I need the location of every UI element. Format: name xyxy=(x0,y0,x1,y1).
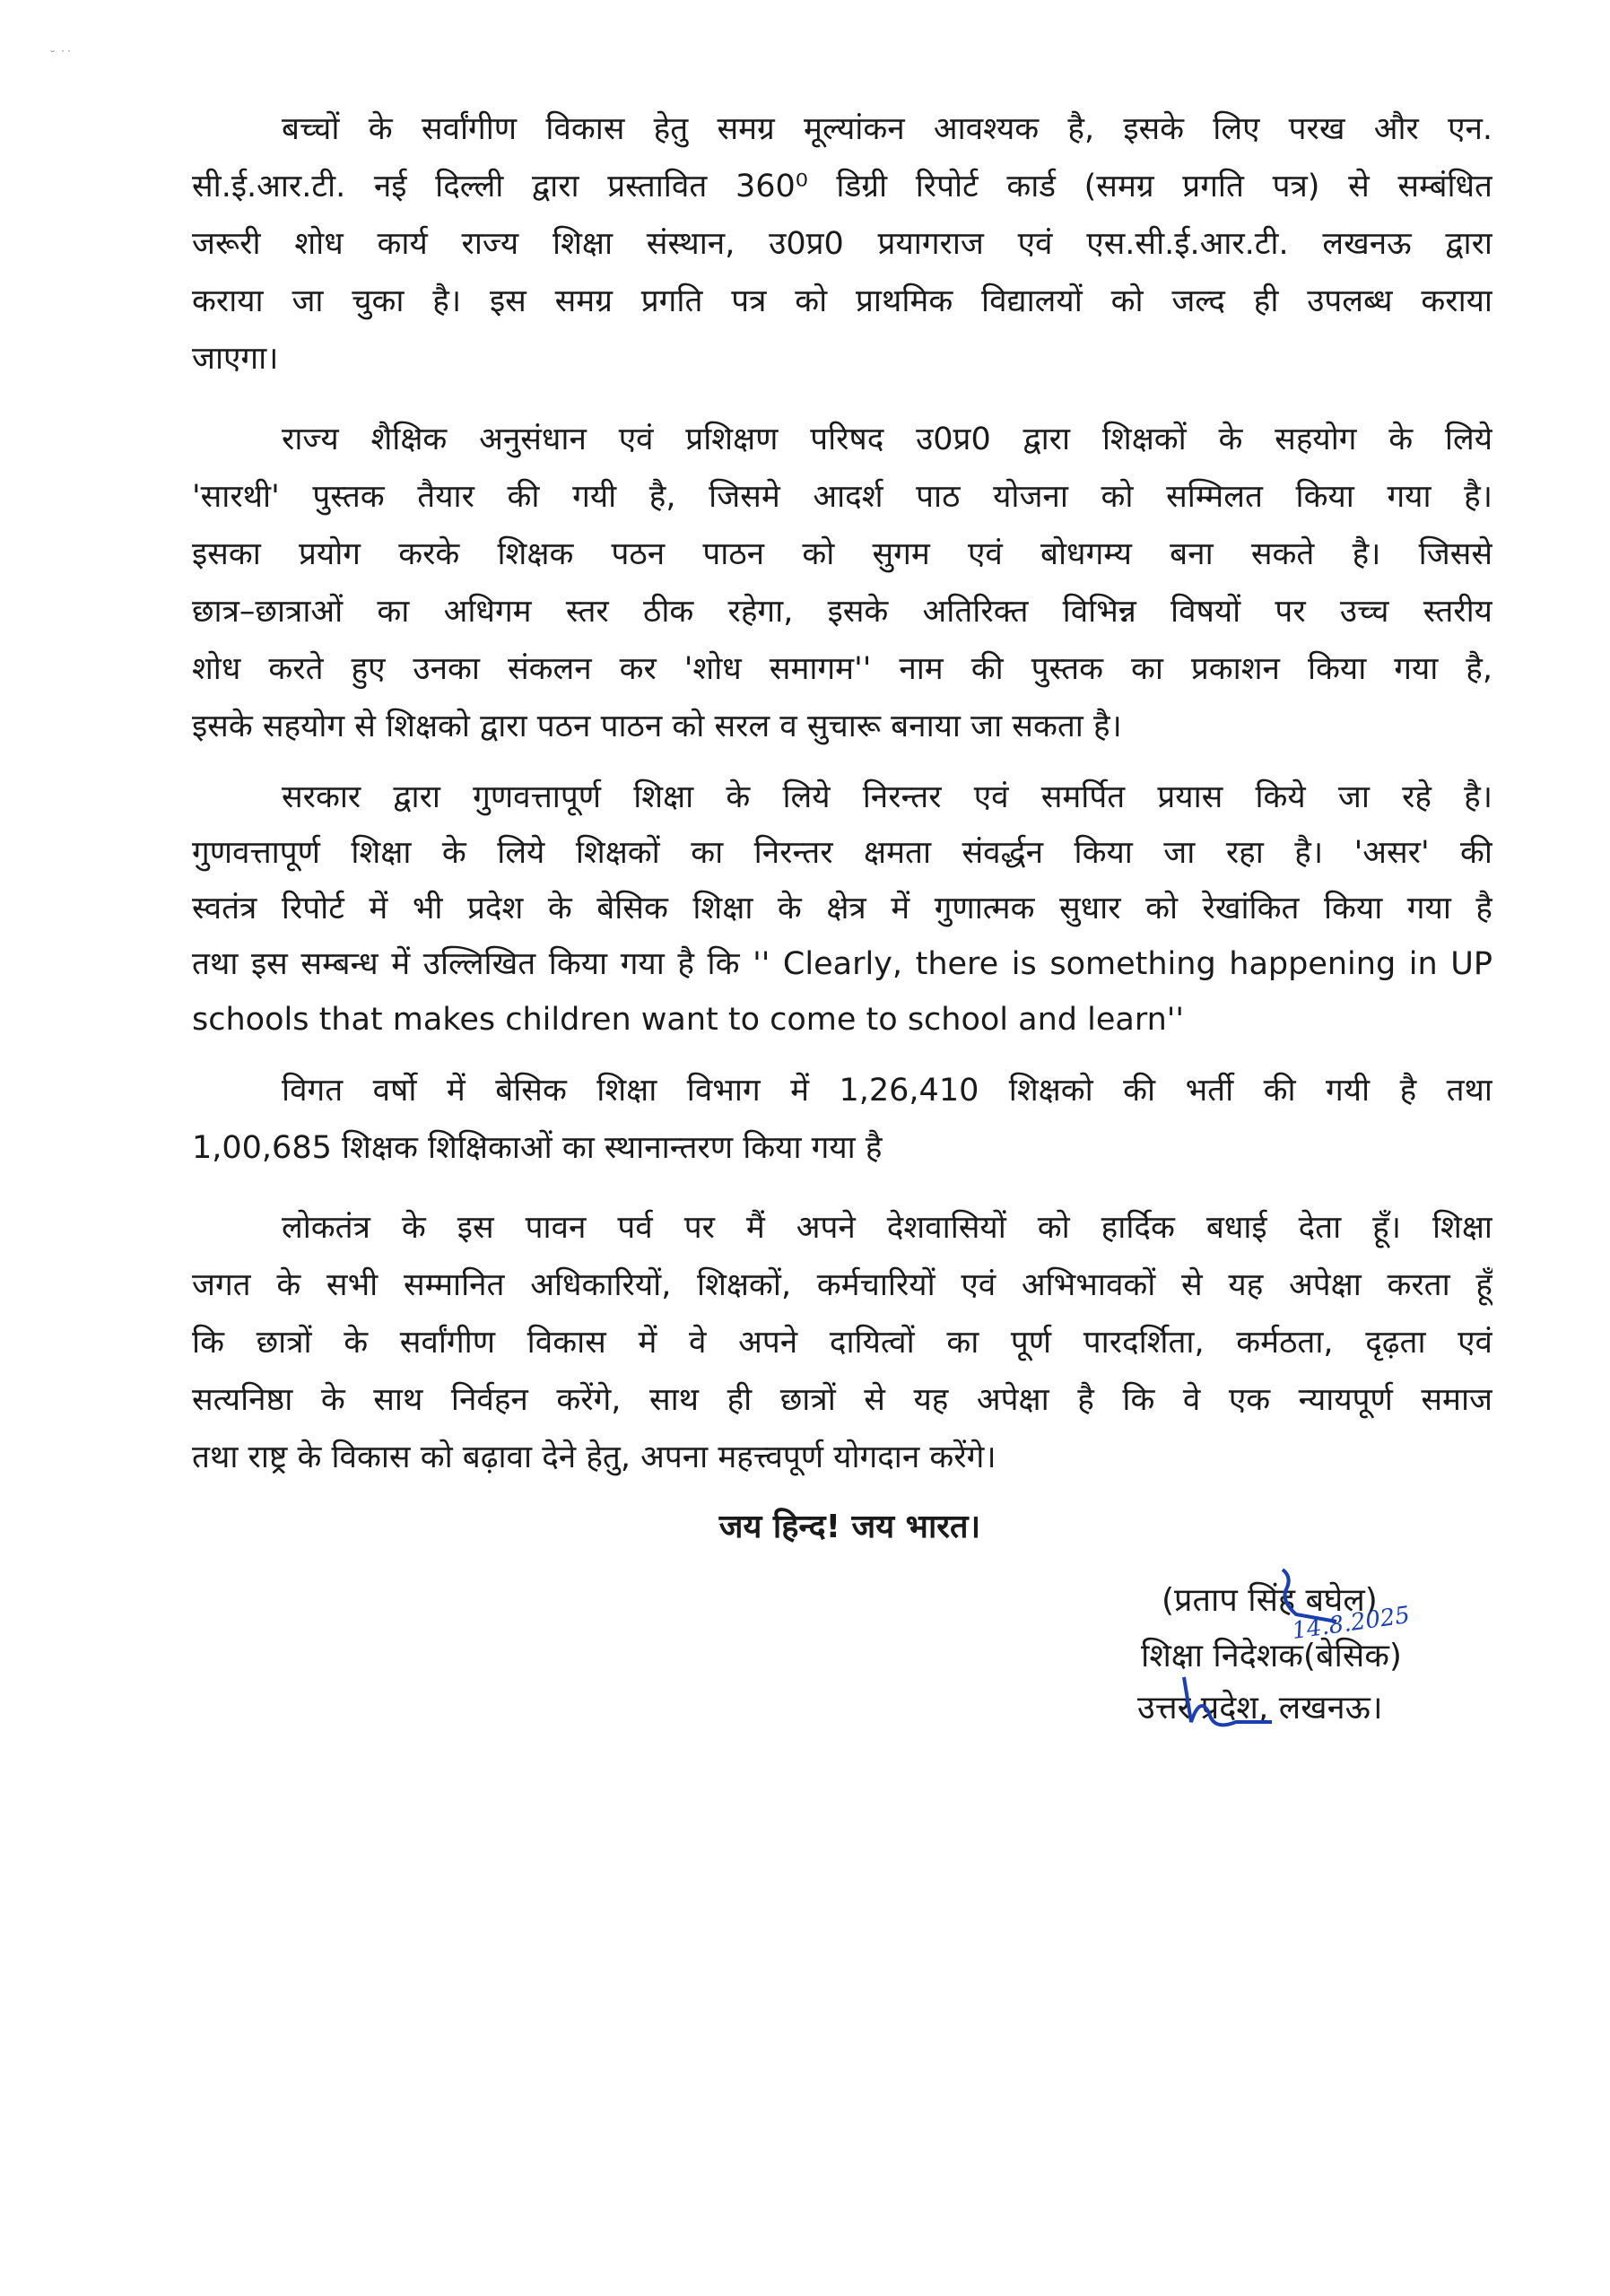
paragraph-line: छात्र–छात्राओं का अधिगम स्तर ठीक रहेगा, इसके अतिरिक्त विभिन्न विषयों पर उच्च स्तरीय xyxy=(192,594,1493,630)
paragraph-line: कि छात्रों के सर्वांगीण विकास में वे अपने दायित्वों का पूर्ण पारदर्शिता, कर्मठता, दृढ़ता एवं xyxy=(192,1325,1493,1361)
paragraph-line: तथा इस सम्बन्ध में उल्लिखित किया गया है कि '' Clearly, there is something happening in UP xyxy=(192,946,1493,982)
paragraph xyxy=(192,1062,1493,1177)
paragraph-line: जगत के सभी सम्मानित अधिकारियों, शिक्षकों, कर्मचारियों एवं अभिभावकों से यह अपेक्षा करता हूँ xyxy=(192,1267,1493,1303)
paragraph xyxy=(192,1199,1493,1486)
paragraph-line: इसके सहयोग से शिक्षको द्वारा पठन पाठन को सरल व सुचारू बनाया जा सकता है। xyxy=(192,709,1122,744)
paragraph-line: जाएगा। xyxy=(192,341,279,377)
paragraph-line: राज्य शैक्षिक अनुसंधान एवं प्रशिक्षण परिषद उ0प्र0 द्वारा शिक्षकों के सहयोग के लिये xyxy=(282,422,1493,457)
paragraph xyxy=(192,770,1493,1048)
paragraph-line: 'सारथी' पुस्तक तैयार की गयी है, जिसमे आदर्श पाठ योजना को सम्मिलत किया गया है। xyxy=(192,479,1493,515)
handwritten-date: 14.8.2025 xyxy=(1290,1601,1412,1646)
paragraph-line: सत्यनिष्ठा के साथ निर्वहन करेंगे, साथ ही छात्रों से यह अपेक्षा है कि वे एक न्यायपूर्ण समाज xyxy=(192,1382,1493,1418)
closing-salutation: जय हिन्द! जय भारत। xyxy=(718,1509,981,1545)
paragraph-line: विगत वर्षो में बेसिक शिक्षा विभाग में 1,26,410 शिक्षको की भर्ती की गयी है तथा xyxy=(282,1073,1493,1109)
signatory-designation: शिक्षा निदेशक(बेसिक) xyxy=(1141,1638,1402,1674)
paragraph-line: लोकतंत्र के इस पावन पर्व पर मैं अपने देशवासियों को हार्दिक बधाई देता हूँ। शिक्षा xyxy=(282,1210,1493,1246)
paragraph-line: जरूरी शोध कार्य राज्य शिक्षा संस्थान, उ0प्र0 प्रयागराज एवं एस.सी.ई.आर.टी. लखनऊ द्वारा xyxy=(192,226,1493,262)
signature-ink xyxy=(1130,1561,1507,1758)
paragraph-line: गुणवत्तापूर्ण शिक्षा के लिये शिक्षकों का निरन्तर क्षमता संवर्द्धन किया जा रहा है। 'असर' की xyxy=(192,835,1493,871)
paragraph-line: स्वतंत्र रिपोर्ट में भी प्रदेश के बेसिक शिक्षा के क्षेत्र में गुणात्मक सुधार को रेखांकित किया गया है xyxy=(192,891,1493,926)
paragraph xyxy=(192,100,1493,387)
signatory-name: (प्रताप सिंह बघेल) xyxy=(1162,1582,1378,1619)
signatory-location: उत्तर प्रदेश, लखनऊ। xyxy=(1137,1690,1383,1726)
paragraph-line: इसका प्रयोग करके शिक्षक पठन पाठन को सुगम एवं बोधगम्य बना सकते है। जिससे xyxy=(192,536,1493,572)
paragraph-line: कराया जा चुका है। इस समग्र प्रगति पत्र को प्राथमिक विद्यालयों को जल्द ही उपलब्ध कराया xyxy=(192,283,1493,319)
paragraph-line: 1,00,685 शिक्षक शिक्षिकाओं का स्थानान्तरण किया गया है xyxy=(192,1130,883,1166)
paragraph-line: सी.ई.आर.टी. नई दिल्ली द्वारा प्रस्तावित 360⁰ डिग्री रिपोर्ट कार्ड (समग्र प्रगति पत्र) से सम्बंधित xyxy=(192,169,1493,204)
paragraph xyxy=(192,411,1493,755)
paragraph-line: सरकार द्वारा गुणवत्तापूर्ण शिक्षा के लिये निरन्तर एवं समर्पित प्रयास किये जा रहे है। xyxy=(282,779,1493,815)
scan-speck: ˘ ˙˙ xyxy=(49,49,73,64)
paragraph-line: बच्चों के सर्वांगीण विकास हेतु समग्र मूल्यांकन आवश्यक है, इसके लिए परख और एन. xyxy=(282,111,1493,147)
paragraph-line: तथा राष्ट्र के विकास को बढ़ावा देने हेतु, अपना महत्त्वपूर्ण योगदान करेंगे। xyxy=(192,1439,996,1475)
paragraph-line: schools that makes children want to come to school and learn'' xyxy=(192,1002,1185,1038)
paragraph-line: शोध करते हुए उनका संकलन कर 'शोध समागम'' नाम की पुस्तक का प्रकाशन किया गया है, xyxy=(192,651,1493,687)
